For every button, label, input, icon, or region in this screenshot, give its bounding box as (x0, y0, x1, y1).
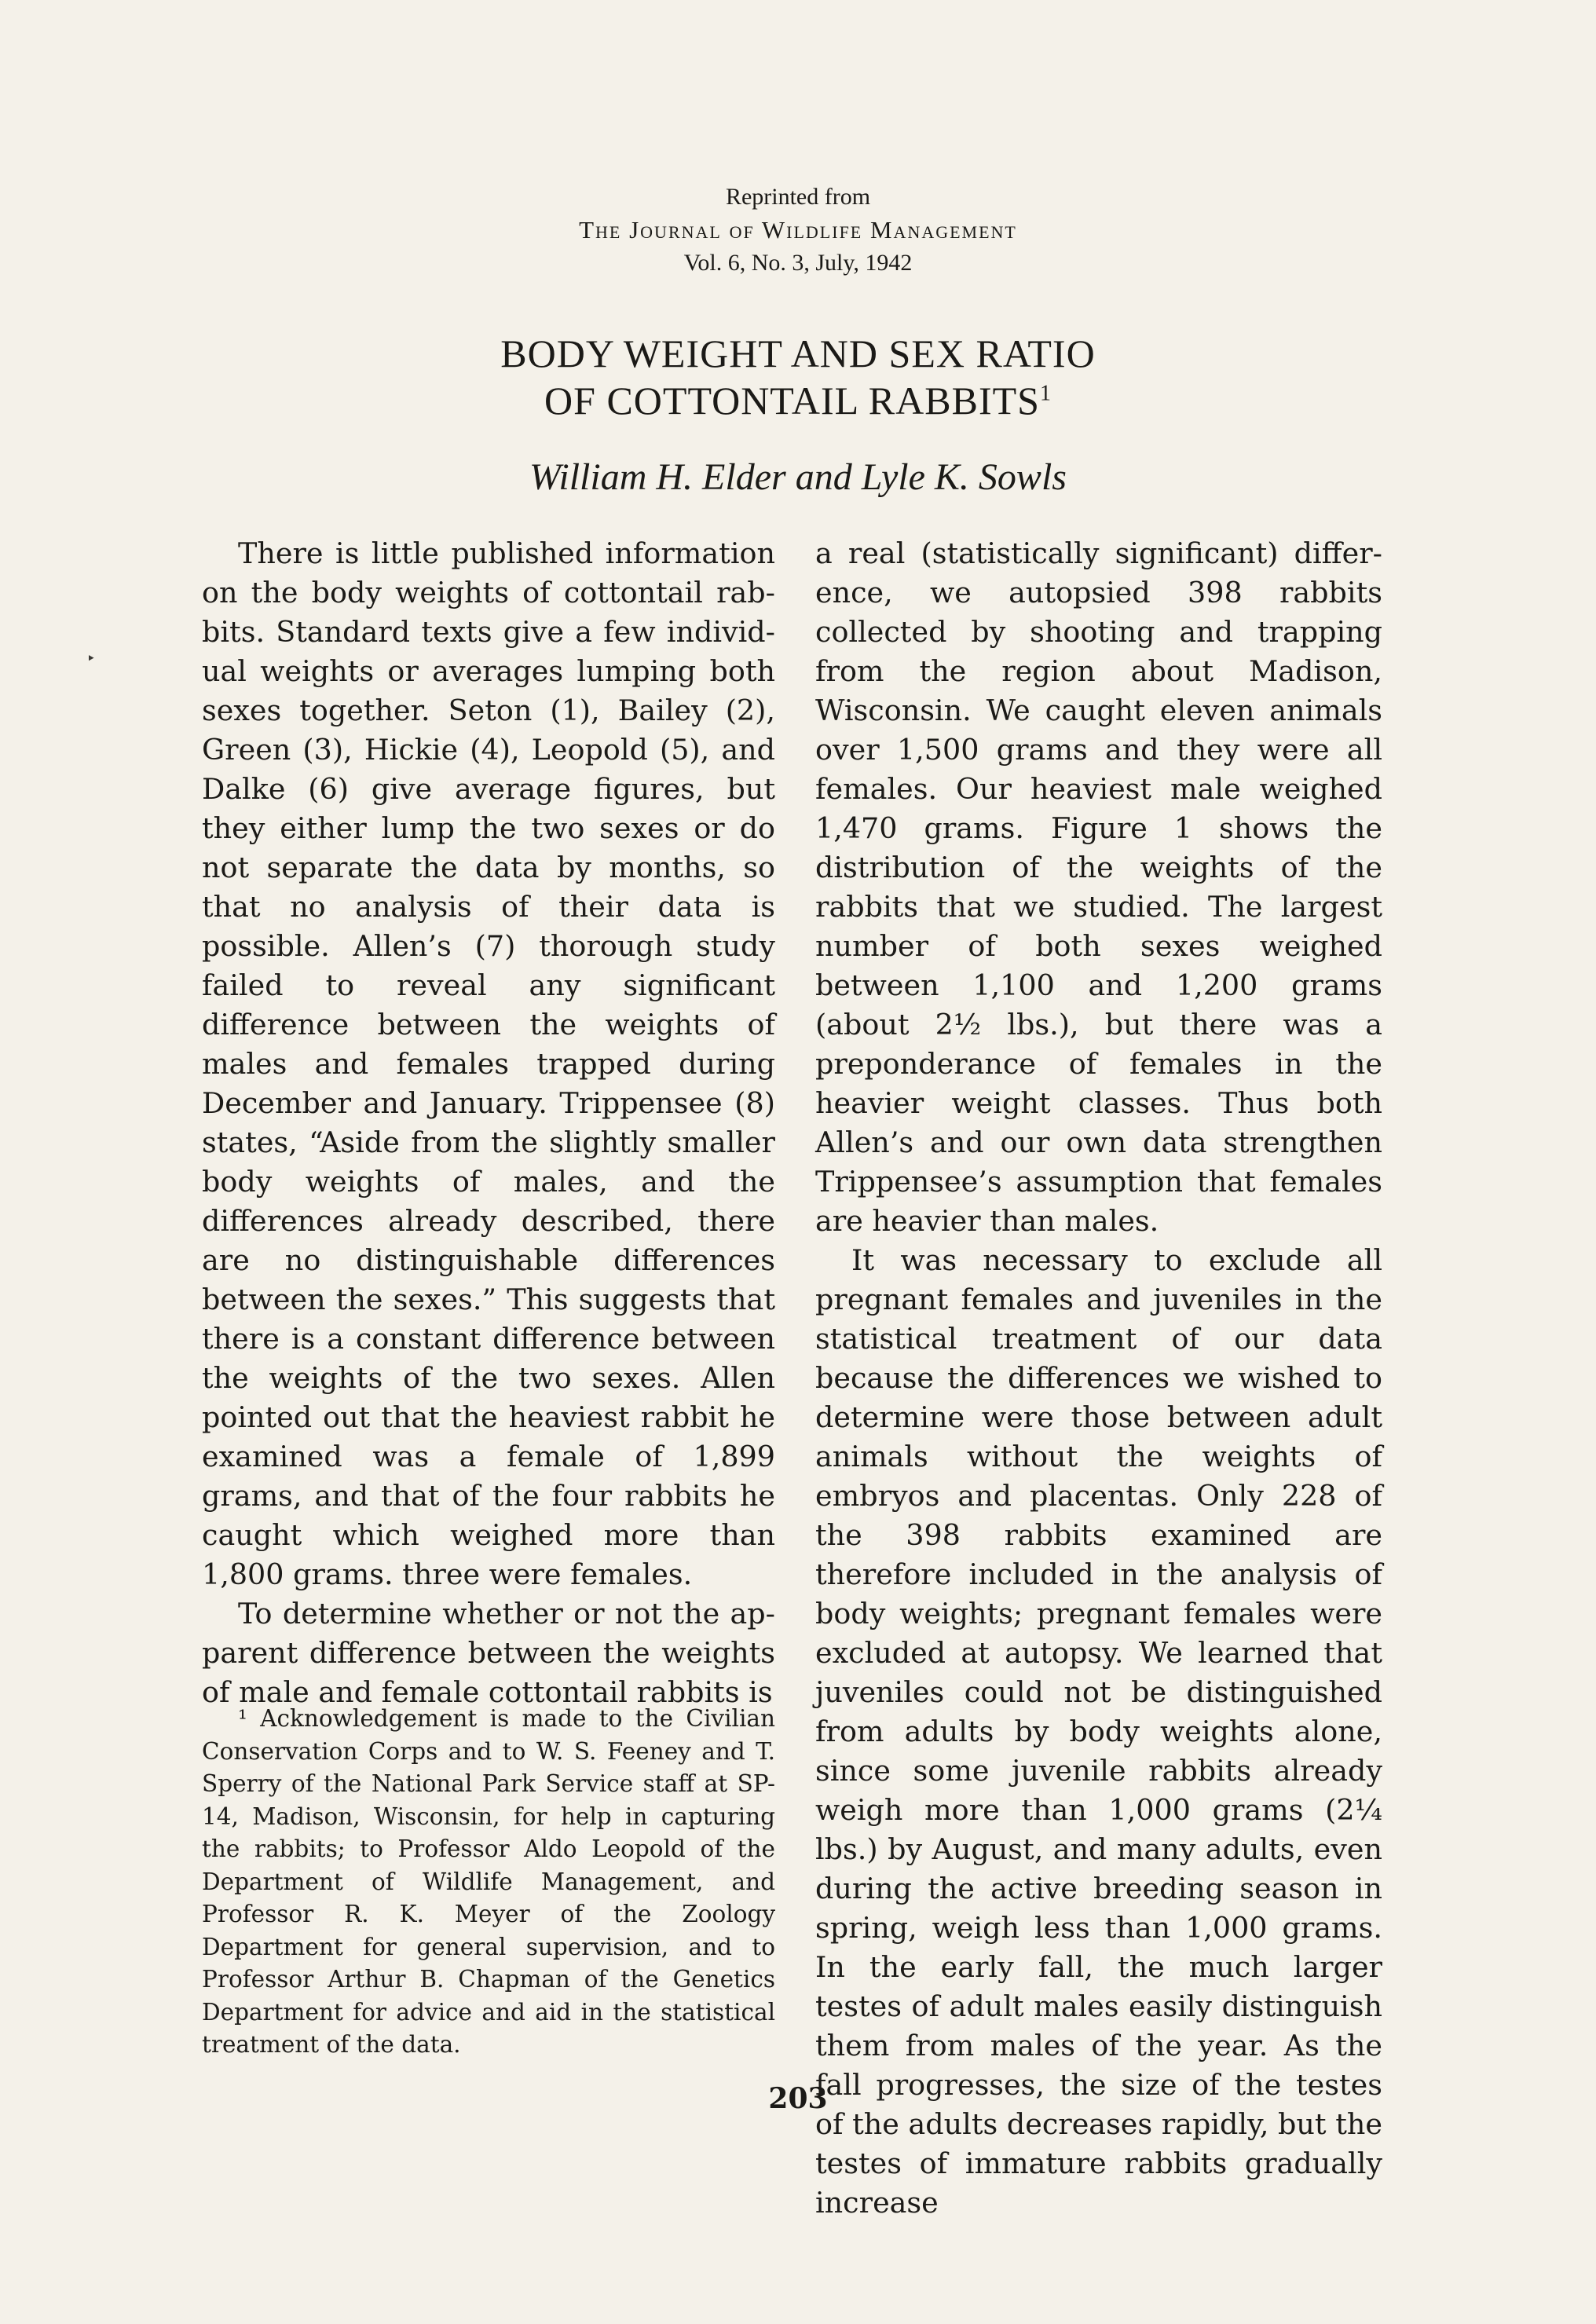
paragraph: There is little published information on the body weights of cottontail rabbits. Standard texts give a few individual weights or averages lumping both sexes together. Seton (1), Bailey (2), Green (3), Hickie (4), Leopold (5), and Dalke (6) give average figures, but they either lump the two sexes or do not separate the data by months, so that no analysis of their data is possible. Allen’s (7) thorough study failed to reveal any significant difference between the weights of males and females trapped during December and January. Trippensee (8) states, “Aside from the slightly smaller body weights of males, and the differences already described, there are no distinguishable differences between the sexes.” This suggests that there is a constant difference between the weights of the two sexes. Allen pointed out that the heaviest rabbit he examined was a female of 1,899 grams, and that of the four rabbits he caught which weighed more than 1,800 grams. three were females. (202, 536, 775, 1591)
paragraph: To determine whether or not the apparent difference between the weights of male and female cottontail rabbits is (202, 1597, 775, 1709)
left-column (202, 534, 775, 1712)
article-title (0, 330, 1596, 424)
journal-name: The Journal of Wildlife Management (579, 216, 1017, 243)
title-line-2: OF COTTONTAIL RABBITS$^1$ (544, 379, 1052, 423)
reprint-notice: Reprinted from (725, 184, 871, 210)
title-line-1: BODY WEIGHT AND SEX RATIO (500, 331, 1096, 375)
right-column (815, 534, 1382, 2223)
footnote-marker: 1 (1039, 381, 1052, 406)
journal-volume: Vol. 6, No. 3, July, 1942 (683, 250, 913, 276)
paragraph: It was necessary to exclude all pregnant females and juveniles in the statistical treatment of our data because the differences we wished to determine were those between adult animals without the weights of embryos and placentas. Only 228 of the 398 rabbits examined are therefore included in the analysis of body weights; pregnant females were excluded at autopsy. We learned that juveniles could not be distinguished from adults by body weights alone, since some juvenile rabbits already weigh more than 1,000 grams (2¼ lbs.) by August, and many adults, even during the active breeding season in spring, weigh less than 1,000 grams. In the early fall, the much larger testes of adult males easily distinguish them from males of the year. As the fall progresses, the size of the testes of the adults decreases rapidly, but the testes of immature rabbits gradually increase (815, 1243, 1382, 2220)
margin-mark: ‣ (86, 649, 96, 668)
article-authors: William H. Elder and Lyle K. Sowls (529, 456, 1067, 498)
footnote (202, 1703, 775, 2062)
page-number: 203 (768, 2082, 828, 2115)
paragraph: a real (statistically significant) difference, we autopsied 398 rabbits collected by shooting and trapping from the region about Madison, Wisconsin. We caught eleven animals over 1,500 grams and they were all females. Our heaviest male weighed 1,470 grams. Figure 1 shows the distribution of the weights of the rabbits that we studied. The largest number of both sexes weighed between 1,100 and 1,200 grams (about 2½ lbs.), but there was a preponderance of females in the heavier weight classes. Thus both Allen’s and our own data strengthen Trippensee’s assumption that females are heavier than males. (815, 536, 1382, 1238)
footnote-text: ¹ Acknowledgement is made to the Civilian Conservation Corps and to W. S. Feeney and T. Sperry of the National Park Service staff at SP-14, Madison, Wisconsin, for help in capturing the rabbits; to Professor Aldo Leopold of the Department of Wildlife Management, and Professor R. K. Meyer of the Zoology Department for general supervision, and to Professor Arthur B. Chapman of the Genetics Department for advice and aid in the statistical treatment of the data. (202, 1705, 775, 2058)
